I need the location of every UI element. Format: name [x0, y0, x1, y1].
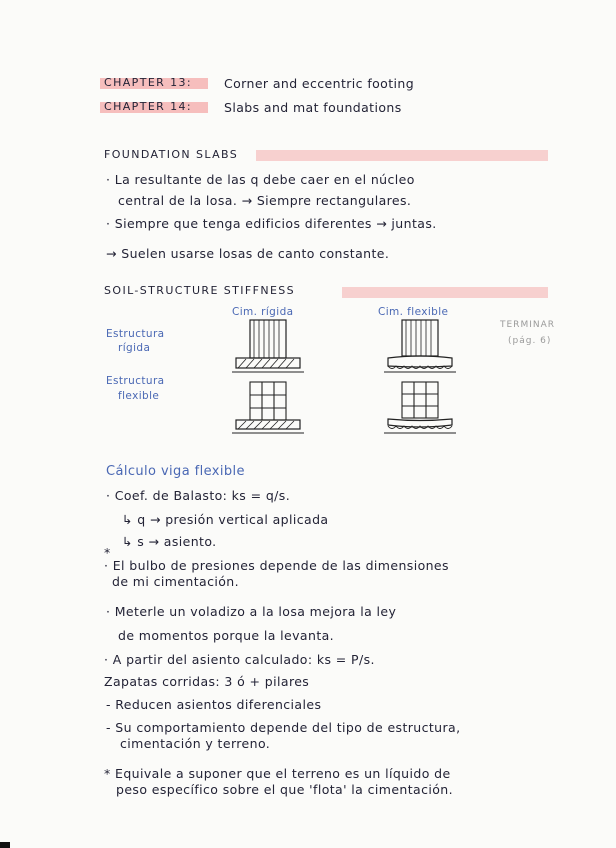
chapter-14-title: Slabs and mat foundations — [224, 100, 402, 115]
note-line: cimentación y terreno. — [120, 736, 271, 751]
sketch-rigid-structure-rigid-foundation — [232, 318, 312, 376]
scan-corner-mark — [0, 842, 10, 848]
row-label-flexible: flexible — [118, 390, 160, 402]
note-line: ↳ s → asiento. — [122, 534, 217, 549]
section-title-flexible-beam: Cálculo viga flexible — [106, 464, 245, 479]
column-label-rigid: Cim. rígida — [232, 306, 294, 318]
asterisk-mark: * — [104, 545, 111, 560]
note-line: Zapatas corridas: 3 ó + pilares — [104, 674, 310, 689]
sketch-flexible-structure-rigid-foundation — [232, 378, 312, 438]
sketch-flexible-structure-flexible-foundation — [384, 378, 464, 438]
column-label-flexible: Cim. flexible — [378, 306, 449, 318]
note-line: - Su comportamiento depende del tipo de estructura, — [106, 720, 461, 735]
section-title-foundation-slabs: FOUNDATION SLABS — [104, 148, 239, 161]
row-label-rigid: rígida — [118, 342, 151, 354]
note-line: · El bulbo de presiones depende de las dimensiones — [104, 558, 449, 573]
note-line: · La resultante de las q debe caer en el núcleo — [106, 172, 415, 187]
note-line: · A partir del asiento calculado: ks = P/s. — [104, 652, 375, 667]
row-label-flexible: Estructura — [106, 375, 165, 387]
note-line: · Coef. de Balasto: ks = q/s. — [106, 488, 291, 503]
note-line: · Meterle un voladizo a la losa mejora la ley — [106, 604, 397, 619]
note-line: - Reducen asientos diferenciales — [106, 697, 322, 712]
note-line: de momentos porque la levanta. — [118, 628, 335, 643]
highlight-mark — [256, 150, 548, 161]
highlight-mark — [342, 287, 548, 298]
chapter-13-label: CHAPTER 13: — [104, 76, 193, 89]
chapter-14-label: CHAPTER 14: — [104, 100, 193, 113]
note-line: * Equivale a suponer que el terreno es un líquido de — [104, 766, 451, 781]
note-line: peso específico sobre el que 'flota' la cimentación. — [116, 782, 453, 797]
chapter-13-title: Corner and eccentric footing — [224, 76, 415, 91]
note-line: → Suelen usarse losas de canto constante. — [106, 246, 390, 261]
note-line: de mi cimentación. — [112, 574, 240, 589]
note-line: central de la losa. → Siempre rectangulares. — [118, 193, 412, 208]
note-line: · Siempre que tenga edificios diferentes → juntas. — [106, 216, 437, 231]
side-note: TERMINAR — [500, 320, 555, 330]
note-line: ↳ q → presión vertical aplicada — [122, 512, 329, 527]
side-note: (pág. 6) — [508, 336, 552, 346]
sketch-rigid-structure-flexible-foundation — [384, 318, 464, 376]
row-label-rigid: Estructura — [106, 328, 165, 340]
section-title-soil-structure: SOIL-STRUCTURE STIFFNESS — [104, 284, 296, 297]
